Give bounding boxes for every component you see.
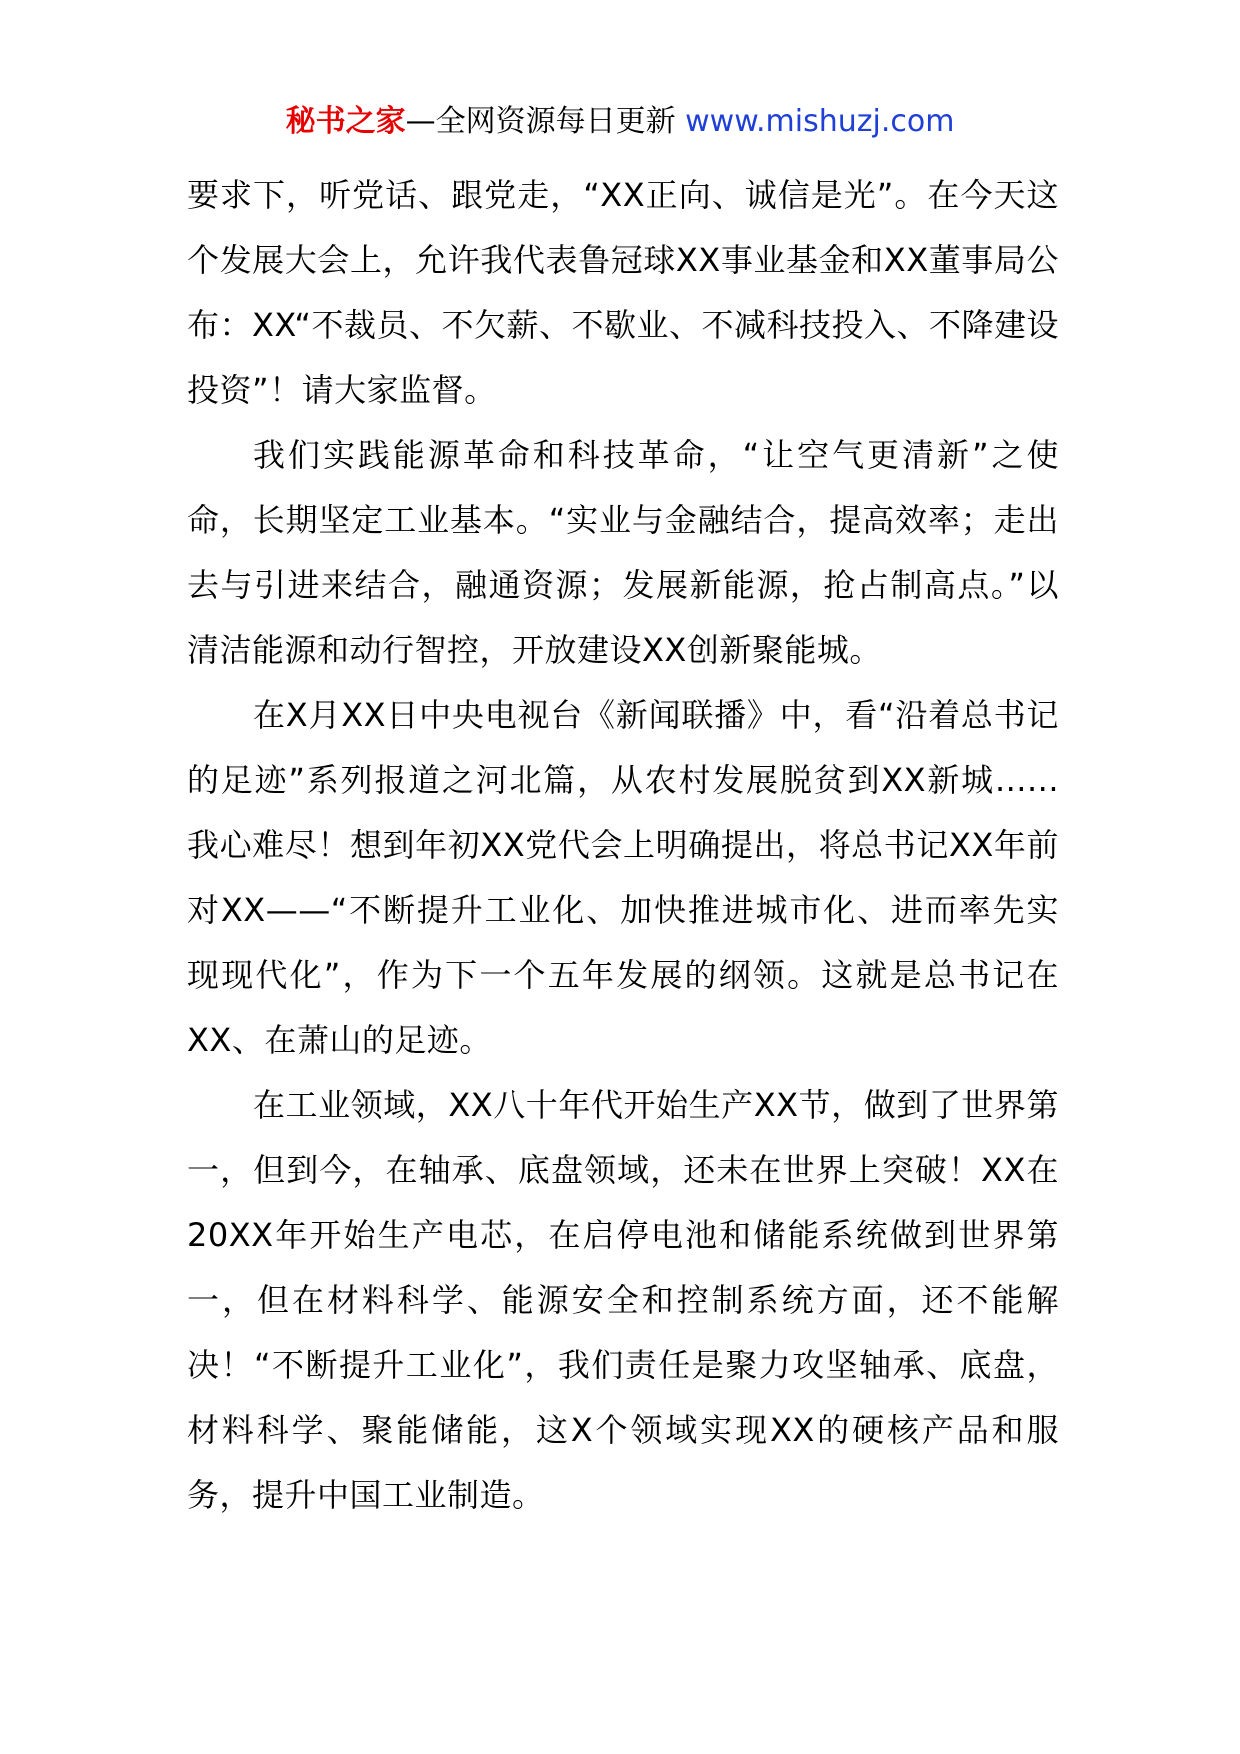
header-url-link[interactable]: www.mishuzj.com [685,104,955,139]
page-header [0,100,1240,144]
paragraph: 我们实践能源革命和科技革命，“让空气更清新”之使命，长期坚定工业基本。“实业与金融结合，提高效率；走出去与引进来结合，融通资源；发展新能源，抢占制高点。”以清洁能源和动行智控，开放建设XX创新聚能城。 [187,436,1059,669]
paragraph-continued: 要求下，听党话、跟党走，“XX正向、诚信是光”。在今天这个发展大会上，允许我代表鲁冠球XX事业基金和XX董事局公布：XX“不裁员、不欠薪、不歇业、不减科技投入、不降建设投资”！请大家监督。 [187,176,1059,409]
header-brand: 秘书之家 [285,104,406,139]
paragraph: 在工业领域，XX八十年代开始生产XX节，做到了世界第一，但到今，在轴承、底盘领域，还未在世界上突破！XX在20XX年开始生产电芯，在启停电池和储能系统做到世界第一，但在材料科学、能源安全和控制系统方面，还不能解决！“不断提升工业化”，我们责任是聚力攻坚轴承、底盘，材料科学、聚能储能，这X个领域实现XX的硬核产品和服务，提升中国工业制造。 [187,1086,1059,1514]
header-slogan: —全网资源每日更新 [405,104,676,139]
paragraph: 在X月XX日中央电视台《新闻联播》中，看“沿着总书记的足迹”系列报道之河北篇，从农村发展脱贫到XX新城......我心难尽！想到年初XX党代会上明确提出，将总书记XX年前对XX——“不断提升工业化、加快推进城市化、进而率先实现现代化”，作为下一个五年发展的纲领。这就是总书记在XX、在萧山的足迹。 [187,696,1059,1059]
document-body [187,163,1059,1528]
